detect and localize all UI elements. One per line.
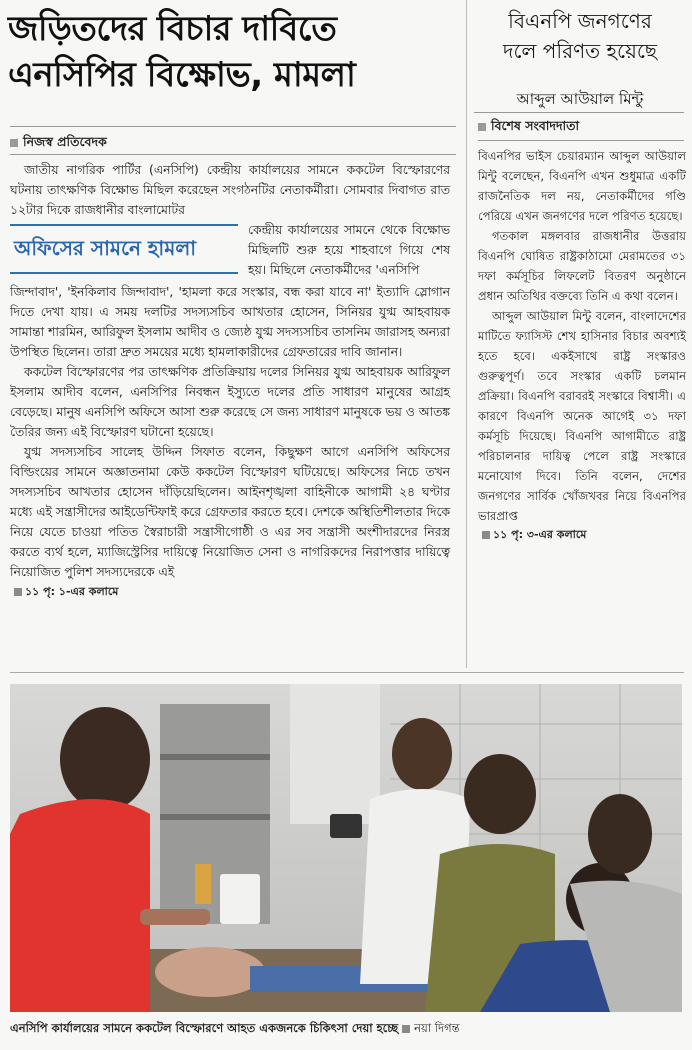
square-bullet-icon [10,139,18,147]
square-bullet-icon [14,588,22,596]
divider [10,672,684,673]
column-divider [466,0,467,668]
photo-caption [10,1020,682,1039]
square-bullet-icon [482,531,490,539]
divider [478,140,684,141]
divider [10,154,456,155]
paragraph-text: যুগ্ম সদস্যসচিব সালেহ উদ্দিন সিফাত বলেন, কিছুক্ষণ আগে এনসিপি অফিসের বিল্ডিংয়ের সামনে অজ্ঞাতনামা কেউ ককটেল বিস্ফোরণ ঘটিয়েছে। অফিসের নিচে তখন সদস্যসচিব আখতার হোসেন দাঁড়িয়েছিলেন। আইনশৃঙ্খলা বাহিনীকে আগামী ২৪ ঘণ্টার মধ্যে এই সন্ত্রাসীদের আইডেন্টিফাই করে গ্রেফতার করতে হবে। দেশকে অস্থিতিশীলতার দিকে নিয়ে যেতে চাওয়া পতিত স্বৈরাচারী সন্ত্রাসীগোষ্ঠী ও এর সব সন্ত্রাসী অংশীদারদের নিরস্ত্র করতে ব্যর্থ হলে, ম্যাজিস্ট্রেসির দায়িত্বে নিয়োজিত সেনা ও নাগরিকদের নিরাপত্তার দায়িত্বে নিয়োজিত পুলিশ সদস্যদেরকে এই [10,445,450,579]
caption-text: এনসিপি কার্যালয়ের সামনে ককটেল বিস্ফোরণে আহত একজনকে চিকিৎসা দেয়া হচ্ছে [10,1021,399,1035]
divider [10,126,456,127]
left-paragraphs [10,282,450,602]
square-bullet-icon [402,1025,410,1033]
paragraph-text: ককটেল বিস্ফোরণের পর তাৎক্ষণিক প্রতিক্রিয়ায় দলের সিনিয়র যুগ্ম আহবায়ক আরিফুল ইসলাম আদীব বলেন, এনসিপির নিবন্ধন ইস্যুতে দলের প্রতি সাধারণ মানুষের আগ্রহ বেড়েছে। মানুষ এনসিপি অফিসে আসা শুরু করেছে সে জন্য সাধারণ মানুষকে ভয় ও আতঙ্ক তৈরির জন্য এই বিস্ফোরণ ঘটানো হয়েছে। [10,365,450,439]
paragraph-text: জিন্দাবাদ', 'ইনকিলাব জিন্দাবাদ', 'হামলা করে সংস্কার, বন্ধ করা যাবে না' ইত্যাদি স্লোগান দিতে দেখা যায়। এ সময় দলটির সদস্যসচিব আখতার হোসেন, সিনিয়র যুগ্ম আহবায়ক সামান্তা শারমিন, আরিফুল ইসলাম আদীব ও জ্যেষ্ঠ যুগ্ম সদস্যসচিব তাসনিম জারাসহ অন্যরা উপস্থিত ছিলেন। তারা দ্রুত সময়ের মধ্যে হামলাকারীদের গ্রেফতারের দাবি জানান। [10,285,450,359]
photo-illustration [10,684,682,1012]
right-byline [478,118,686,138]
right-headline-line-1: বিএনপি জনগণের [508,9,652,33]
main-headline [8,6,458,98]
right-jump-line [478,526,686,545]
news-photo [10,684,682,1012]
left-paragraph-wrap [248,220,450,280]
divider [474,112,684,113]
paragraph-text: কেন্দ্রীয় কার্যালয়ের সামনে থেকে বিক্ষোভ মিছিলটি শুরু হয়ে শাহবাগে গিয়ে শেষ হয়। মিছিলে নেতাকর্মীদের 'এনসিপি [248,223,450,277]
paragraph-text: জাতীয় নাগরিক পার্টির (এনসিপি) কেন্দ্রীয় কার্যালয়ের সামনে ককটেল বিস্ফোরণের ঘটনায় তাৎক্ষণিক বিক্ষোভ মিছিল করেছেন সংগঠনটির নেতাকর্মীরা। সোমবার দিবাগত রাত ১২টার দিকে রাজধানীর বাংলামোটর [10,163,450,217]
square-bullet-icon [478,123,486,131]
left-byline [10,134,450,154]
paragraph-text: গতকাল মঙ্গলবার রাজধানীর উত্তরায় বিএনপি ঘোষিত রাষ্ট্রকাঠামো মেরামতের ৩১ দফা কর্মসূচির লিফলেট বিতরণ অনুষ্ঠানে প্রধান অতিথির বক্তব্যে তিনি এ কথা বলেন। [478,229,686,303]
left-jump-line [10,582,450,602]
subhead-box [10,224,238,274]
right-author: আব্দুল আউয়াল মিন্টু [516,90,644,108]
left-jump-text: ১১ পৃ: ১-এর কলামে [25,585,119,598]
right-paragraphs [478,146,686,545]
right-byline-text: বিশেষ সংবাদদাতা [491,118,580,133]
paragraph-text: আব্দুল আউয়াল মিন্টু বলেন, বাংলাদেশের মাটিতে ফ্যাসিস্ট শেখ হাসিনার বিচার অবশ্যই হতে হবে। একইসাথে রাষ্ট্র সংস্কারও গুরুত্বপূর্ণ। তবে সংস্কার একটি চলমান প্রক্রিয়া। বিএনপি বরাবরই সংস্কারে বিশ্বাসী। এ কারণে বিএনপি অনেক আগেই ৩১ দফা কর্মসূচি দিয়েছে। বিএনপি আগামীতে রাষ্ট্র পরিচালনার দায়িত্ব পেলে রাষ্ট্র সংস্কারে মনোযোগ দিবে। তিনি বলেন, দেশের জনগণের সার্বিক খোঁজখবর নিয়ে বিএনপির ভারপ্রাপ্ত [478,309,686,523]
paragraph-text: বিএনপির ভাইস চেয়ারম্যান আব্দুল আউয়াল মিন্টু বলেছেন, বিএনপি এখন শুধুমাত্র একটি রাজনৈতিক দল নয়, নেতাকর্মীদের গণ্ডি পেরিয়ে এখন জনগণের দলে পরিণত হয়েছে। [478,149,686,223]
right-headline-line-2: দলে পরিণত হয়েছে [502,39,658,63]
right-headline [474,6,686,66]
headline-line-2: এনসিপির বিক্ষোভ, মামলা [8,55,356,95]
photo-credit: নয়া দিগন্ত [414,1021,460,1035]
right-jump-text: ১১ পৃ: ৩-এর কলামে [493,528,587,541]
headline-line-1: জড়িতদের বিচার দাবিতে [8,9,337,49]
left-paragraph [10,160,450,220]
left-byline-text: নিজস্ব প্রতিবেদক [23,134,107,149]
subhead: অফিসের সামনে হামলা [14,236,197,260]
